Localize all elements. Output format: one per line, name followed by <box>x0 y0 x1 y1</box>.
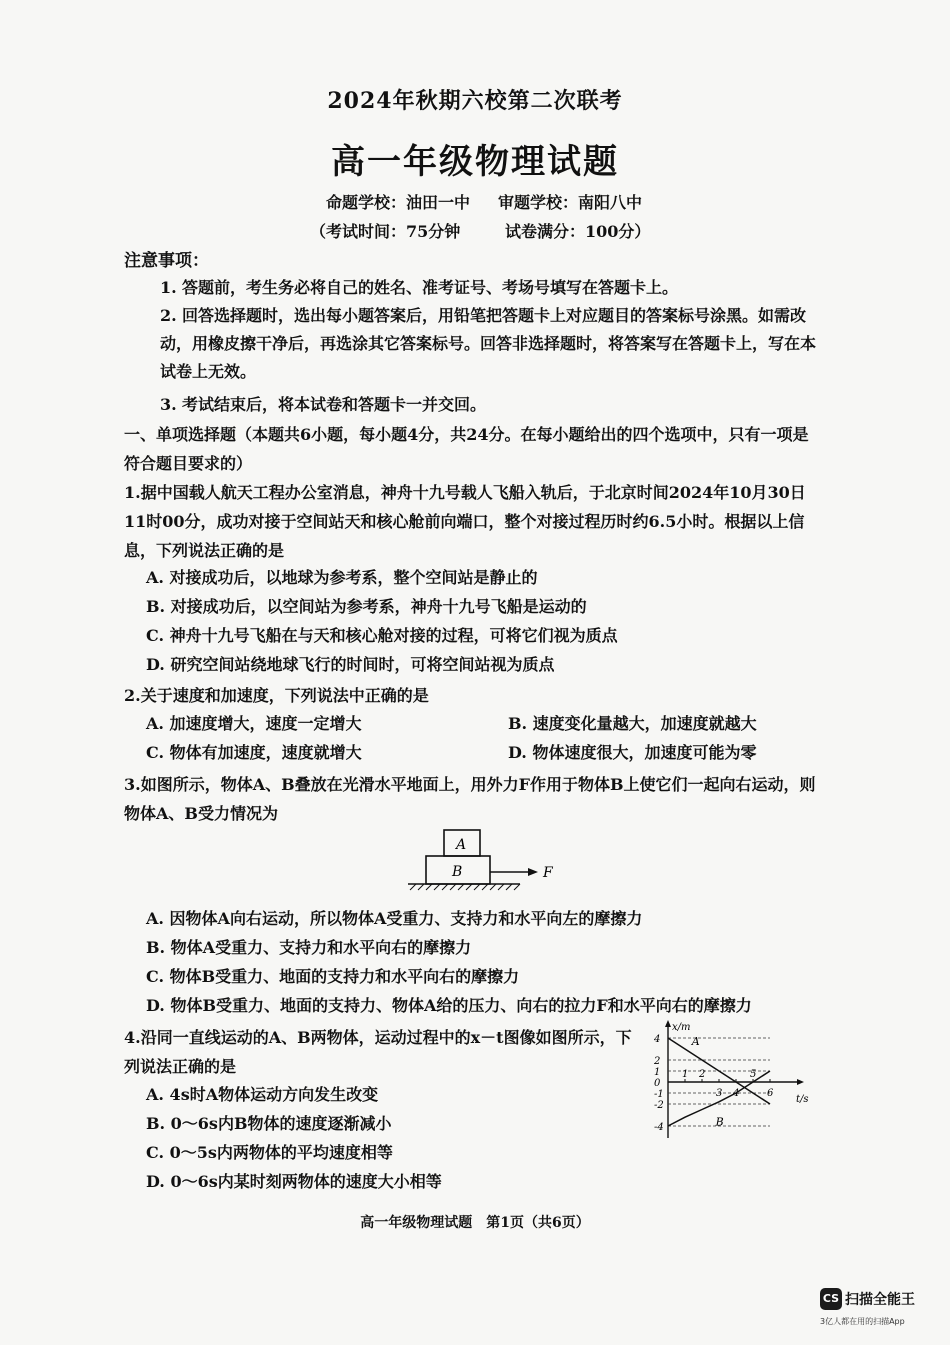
q2-option-b: B. 速度变化量越大，加速度就越大 <box>508 714 757 733</box>
y-axis-label: x/m <box>672 1022 691 1033</box>
q3-option-b: B. 物体A受重力、支持力和水平向右的摩擦力 <box>146 938 472 957</box>
note-item: 2. 回答选择题时，选出每小题答案后，用铅笔把答题卡上对应题目的答案标号涂黑。如需改动，用橡皮擦干净后，再选涂其它答案标号。回答非选择题时，将答案写在答题卡上，写在本试卷上无效。 <box>160 306 817 381</box>
q3-option-d: D. 物体B受重力、地面的支持力、物体A给的压力、向右的拉力F和水平向右的摩擦力 <box>146 996 752 1015</box>
q1-option-d: D. 研究空间站绕地球飞行的时间时，可将空间站视为质点 <box>146 655 555 674</box>
q4-option-d: D. 0～6s内某时刻两物体的速度大小相等 <box>146 1172 442 1191</box>
full-score: 试卷满分：100分） <box>505 222 651 241</box>
reviewer-school: 审题学校：南阳八中 <box>498 193 643 212</box>
page-footer: 高一年级物理试题 第1页（共6页） <box>360 1215 590 1231</box>
q2-option-a: A. 加速度增大，速度一定增大 <box>146 714 362 733</box>
scanner-logo: CS <box>820 1288 842 1310</box>
q1-option-c: C. 神舟十九号飞船在与天和核心舱对接的过程，可将它们视为质点 <box>146 626 618 645</box>
y-tick-label: -4 <box>654 1122 664 1133</box>
y-tick-label: 0 <box>654 1078 661 1089</box>
scanner-tagline: 3亿人都在用的扫描App <box>820 1317 905 1326</box>
series-label-a: A <box>691 1034 700 1048</box>
x-tick-label: 3 <box>716 1088 723 1099</box>
note-item: 3. 考试结束后，将本试卷和答题卡一并交回。 <box>160 395 487 414</box>
xt-graph <box>640 1018 820 1146</box>
section-heading: 一、单项选择题（本题共6小题，每小题4分，共24分。在每小题给出的四个选项中，只有一项是符合题目要求的） <box>124 425 809 473</box>
y-tick-label: -2 <box>654 1100 664 1111</box>
block-b-label: B <box>452 864 463 880</box>
q4-option-c: C. 0～5s内两物体的平均速度相等 <box>146 1143 393 1162</box>
y-tick-label: 2 <box>654 1056 661 1067</box>
blocks-figure <box>400 824 570 900</box>
x-axis-arrowhead <box>797 1079 804 1085</box>
force-arrowhead <box>528 868 538 876</box>
y-tick-label: -1 <box>654 1089 664 1100</box>
block-a-label: A <box>456 837 467 853</box>
question-4-stem: 4.沿同一直线运动的A、B两物体，运动过程中的x－t图像如图所示，下列说法正确的是 <box>124 1028 632 1076</box>
q1-option-b: B. 对接成功后，以空间站为参考系，神舟十九号飞船是运动的 <box>146 597 587 616</box>
series-label-b: B <box>715 1115 724 1129</box>
q2-option-d: D. 物体速度很大，加速度可能为零 <box>508 743 757 762</box>
y-tick-label: 4 <box>654 1034 661 1045</box>
y-tick-label: 1 <box>654 1067 661 1078</box>
x-axis-label: t/s <box>796 1094 809 1105</box>
x-tick-label: 6 <box>767 1088 774 1099</box>
scanner-name: 扫描全能王 <box>845 1292 915 1308</box>
q4-option-a: A. 4s时A物体运动方向发生改变 <box>146 1085 379 1104</box>
exam-name: 2024年秋期六校第二次联考 <box>327 88 623 114</box>
q3-option-a: A. 因物体A向右运动，所以物体A受重力、支持力和水平向左的摩擦力 <box>146 909 643 928</box>
notes-heading: 注意事项： <box>124 251 209 271</box>
x-tick-label: 1 <box>682 1069 689 1080</box>
question-3-stem: 3.如图所示，物体A、B叠放在光滑水平地面上，用外力F作用于物体B上使它们一起向右运动，则物体A、B受力情况为 <box>124 775 816 823</box>
proposer-school: 命题学校：油田一中 <box>326 193 471 212</box>
ground-hatching <box>410 884 520 890</box>
q2-option-c: C. 物体有加速度，速度就增大 <box>146 743 362 762</box>
x-tick-label: 4 <box>733 1088 740 1099</box>
y-axis-arrowhead <box>665 1020 671 1027</box>
scanner-watermark <box>820 1288 940 1326</box>
q1-option-a: A. 对接成功后，以地球为参考系，整个空间站是静止的 <box>146 568 538 587</box>
force-label: F <box>543 865 553 881</box>
exam-duration: （考试时间：75分钟 <box>310 222 461 241</box>
paper-title: 高一年级物理试题 <box>331 142 619 182</box>
question-1-stem: 1.据中国载人航天工程办公室消息，神舟十九号载人飞船入轨后，于北京时间2024年10月30日11时00分，成功对接于空间站天和核心舱前向端口，整个对接过程历时约6.5小时。根据以上信息，下列说法正确的是 <box>124 483 806 560</box>
q3-option-c: C. 物体B受重力、地面的支持力和水平向右的摩擦力 <box>146 967 520 986</box>
note-item: 1. 答题前，考生务必将自己的姓名、准考证号、考场号填写在答题卡上。 <box>160 278 679 297</box>
x-tick-label: 2 <box>699 1069 706 1080</box>
q4-option-b: B. 0～6s内B物体的速度逐渐减小 <box>146 1114 392 1133</box>
x-tick-label: 5 <box>750 1069 757 1080</box>
question-2-stem: 2.关于速度和加速度，下列说法中正确的是 <box>124 686 429 705</box>
